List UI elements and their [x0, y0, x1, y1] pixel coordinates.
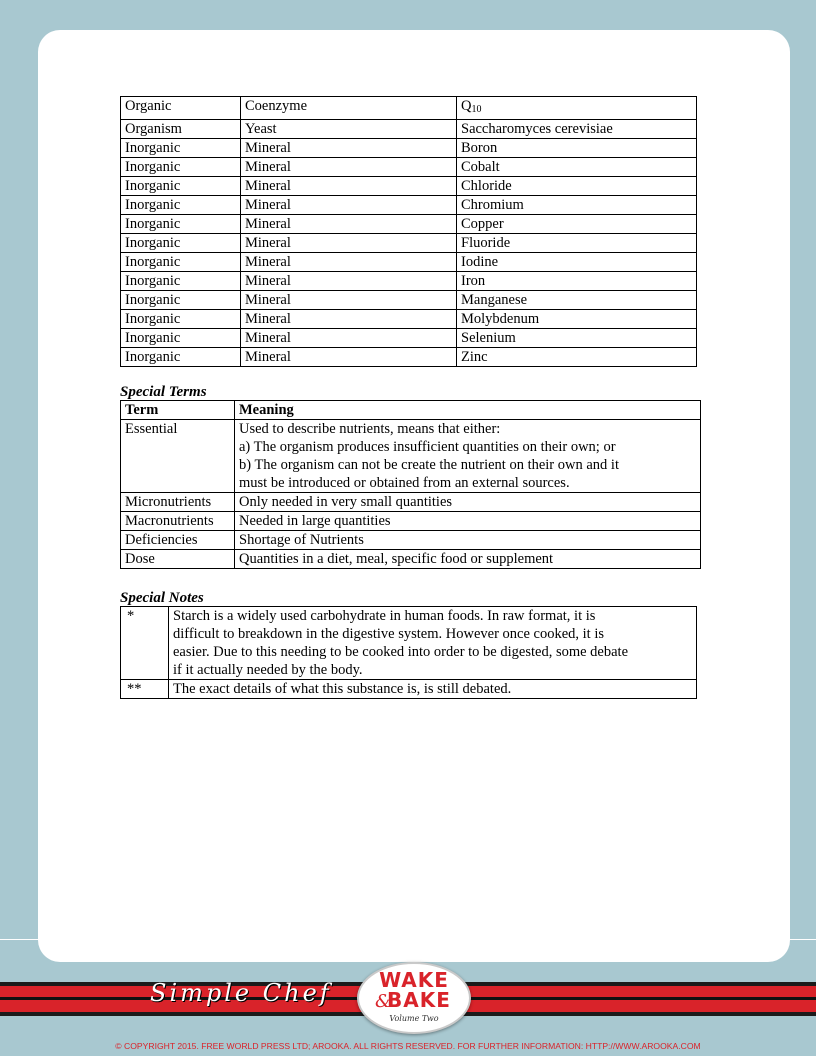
term-row	[121, 493, 701, 512]
term-meaning-line: Quantities in a diet, meal, specific food or supplement	[239, 551, 554, 567]
nutrient-type: Mineral	[241, 139, 457, 158]
nutrient-name: Boron	[457, 139, 697, 158]
nutrient-category: Inorganic	[121, 196, 241, 215]
nutrient-row	[121, 97, 697, 120]
note-text-line: Starch is a widely used carbohydrate in human foods. In raw format, it is	[173, 608, 596, 624]
nutrient-name	[457, 97, 697, 120]
nutrient-category: Inorganic	[121, 348, 241, 367]
nutrient-row	[121, 329, 697, 348]
term-meaning	[235, 531, 701, 550]
term-meaning-line: Used to describe nutrients, means that either:	[239, 421, 501, 437]
nutrient-name: Iodine	[457, 253, 697, 272]
term-name: Deficiencies	[121, 531, 235, 550]
nutrient-row	[121, 158, 697, 177]
nutrient-name: Fluoride	[457, 234, 697, 253]
nutrient-row	[121, 291, 697, 310]
note-text	[169, 607, 697, 680]
nutrient-row	[121, 234, 697, 253]
note-text-line: easier. Due to this needing to be cooked into order to be digested, some debate	[173, 644, 629, 660]
note-text-line: The exact details of what this substance is, is still debated.	[173, 681, 512, 697]
nutrient-type: Mineral	[241, 310, 457, 329]
note-marker: *	[121, 607, 169, 680]
special-terms-title: Special Terms	[120, 384, 207, 400]
logo-ampersand: &	[375, 991, 392, 1012]
nutrient-category: Inorganic	[121, 158, 241, 177]
nutrient-row	[121, 139, 697, 158]
term-name: Micronutrients	[121, 493, 235, 512]
special-terms-header-term: Term	[121, 401, 235, 420]
guide-line-right	[790, 939, 816, 940]
nutrient-name: Molybdenum	[457, 310, 697, 329]
term-meaning	[235, 550, 701, 569]
nutrients-table	[120, 96, 697, 367]
nutrient-row	[121, 310, 697, 329]
note-text	[169, 680, 697, 699]
note-row	[121, 607, 697, 680]
nutrient-name: Iron	[457, 272, 697, 291]
nutrient-category: Organic	[121, 97, 241, 120]
nutrient-row	[121, 253, 697, 272]
nutrient-type: Yeast	[241, 120, 457, 139]
note-row	[121, 680, 697, 699]
nutrient-row	[121, 196, 697, 215]
term-row	[121, 550, 701, 569]
term-row	[121, 420, 701, 493]
nutrient-name: Saccharomyces cerevisiae	[457, 120, 697, 139]
nutrient-type: Mineral	[241, 291, 457, 310]
nutrient-category: Inorganic	[121, 291, 241, 310]
special-terms-body	[121, 420, 701, 569]
term-meaning-line: Needed in large quantities	[239, 513, 391, 529]
nutrient-type: Mineral	[241, 348, 457, 367]
special-notes-table	[120, 606, 697, 699]
term-name: Dose	[121, 550, 235, 569]
special-notes-body	[121, 607, 697, 699]
nutrient-name: Chloride	[457, 177, 697, 196]
simple-chef-logo: Simple Chef	[150, 979, 332, 1007]
special-terms-header-meaning: Meaning	[235, 401, 701, 420]
term-meaning	[235, 512, 701, 531]
term-meaning-line: Shortage of Nutrients	[239, 532, 364, 548]
special-notes-title: Special Notes	[120, 590, 204, 606]
term-row	[121, 531, 701, 550]
guide-line-left	[0, 939, 38, 940]
nutrient-row	[121, 215, 697, 234]
nutrient-name: Selenium	[457, 329, 697, 348]
nutrient-category: Inorganic	[121, 310, 241, 329]
nutrient-row	[121, 348, 697, 367]
nutrient-type: Mineral	[241, 329, 457, 348]
nutrient-category: Inorganic	[121, 272, 241, 291]
nutrient-row	[121, 272, 697, 291]
nutrient-type: Mineral	[241, 272, 457, 291]
nutrient-name: Zinc	[457, 348, 697, 367]
nutrient-type: Mineral	[241, 177, 457, 196]
nutrient-type: Coenzyme	[241, 97, 457, 120]
term-meaning-line: Only needed in very small quantities	[239, 494, 453, 510]
term-row	[121, 512, 701, 531]
logo-volume-text: Volume Two	[389, 1014, 439, 1023]
term-meaning	[235, 493, 701, 512]
nutrient-name: Manganese	[457, 291, 697, 310]
wake-and-bake-logo	[357, 962, 471, 1034]
nutrient-category: Inorganic	[121, 253, 241, 272]
nutrient-type: Mineral	[241, 215, 457, 234]
q10-subscript: 10	[471, 104, 482, 115]
nutrient-category: Inorganic	[121, 329, 241, 348]
logo-wake-text: WAKE	[379, 968, 449, 992]
nutrient-category: Inorganic	[121, 177, 241, 196]
nutrients-table-body	[121, 97, 697, 367]
nutrient-row	[121, 120, 697, 139]
term-name: Essential	[121, 420, 235, 493]
nutrient-type: Mineral	[241, 158, 457, 177]
nutrient-name: Cobalt	[457, 158, 697, 177]
nutrient-type: Mineral	[241, 196, 457, 215]
logo-bake-text: BAKE	[387, 988, 451, 1012]
special-terms-table	[120, 400, 701, 569]
nutrient-row	[121, 177, 697, 196]
nutrient-category: Organism	[121, 120, 241, 139]
term-name: Macronutrients	[121, 512, 235, 531]
q10-base: Q	[461, 98, 472, 114]
nutrient-name: Chromium	[457, 196, 697, 215]
term-meaning-line: must be introduced or obtained from an external sources.	[239, 475, 570, 491]
nutrient-type: Mineral	[241, 253, 457, 272]
nutrient-name: Copper	[457, 215, 697, 234]
term-meaning	[235, 420, 701, 493]
term-meaning-line: b) The organism can not be create the nutrient on their own and it	[239, 457, 619, 473]
term-meaning-line: a) The organism produces insufficient quantities on their own; or	[239, 439, 616, 455]
special-terms-header-row	[121, 401, 701, 420]
copyright-notice: © COPYRIGHT 2015. FREE WORLD PRESS LTD; AROOKA. ALL RIGHTS RESERVED. FOR FURTHER INFORMATION: HTTP://WWW.AROOKA.COM	[115, 1041, 701, 1051]
nutrient-type: Mineral	[241, 234, 457, 253]
nutrient-category: Inorganic	[121, 215, 241, 234]
nutrient-category: Inorganic	[121, 234, 241, 253]
nutrient-category: Inorganic	[121, 139, 241, 158]
note-text-line: if it actually needed by the body.	[173, 662, 363, 678]
note-text-line: difficult to breakdown in the digestive system. However once cooked, it is	[173, 626, 605, 642]
note-marker: **	[121, 680, 169, 699]
